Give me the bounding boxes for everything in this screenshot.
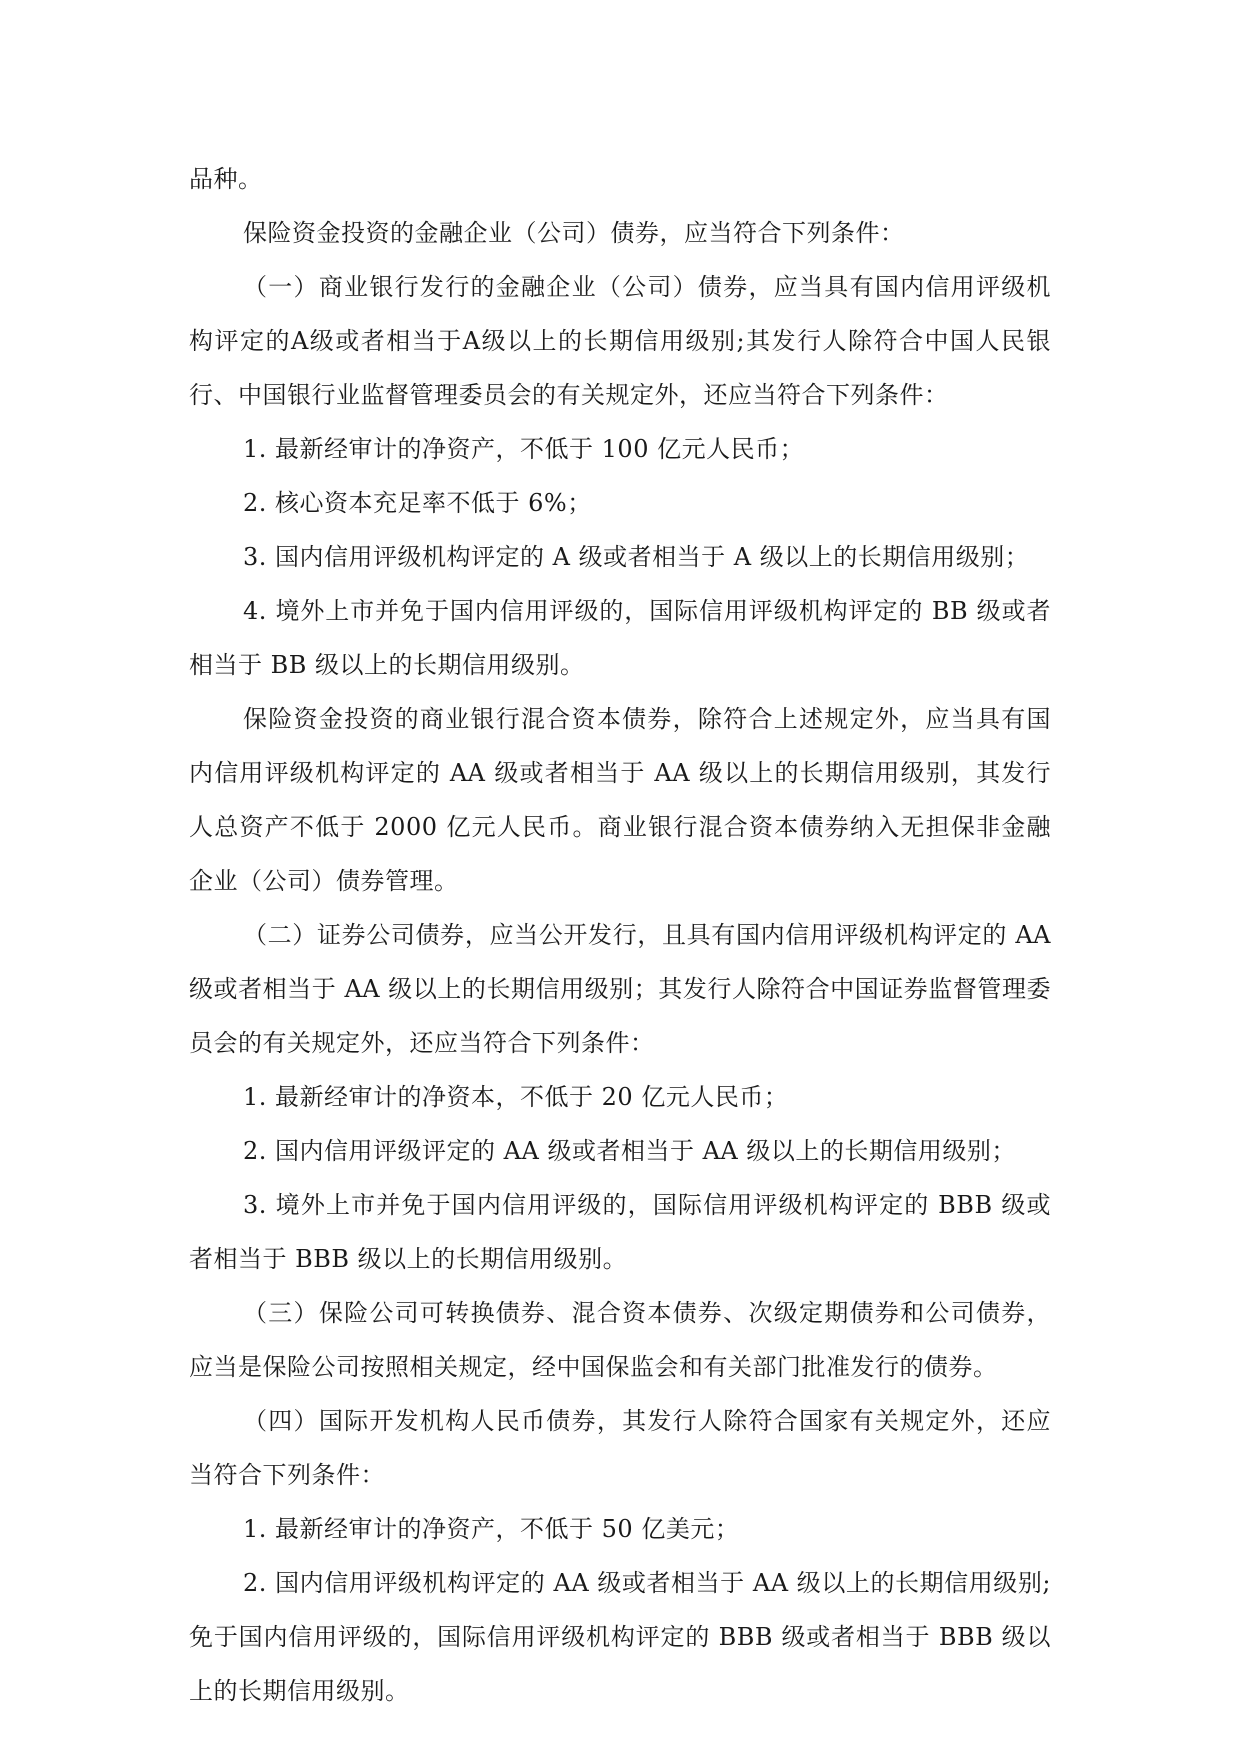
document-body bbox=[189, 152, 1051, 1718]
list-item-1-1: 1. 最新经审计的净资产，不低于 100 亿元人民币； bbox=[243, 435, 805, 463]
list-item-2-2: 2. 国内信用评级评定的 AA 级或者相当于 AA 级以上的长期信用级别； bbox=[243, 1137, 1016, 1165]
list-item-2-1: 1. 最新经审计的净资本，不低于 20 亿元人民币； bbox=[243, 1083, 789, 1111]
list-item-1-3: 3. 国内信用评级机构评定的 A 级或者相当于 A 级以上的长期信用级别； bbox=[243, 543, 1030, 571]
paragraph-section-4-international-development: （四）国际开发机构人民币债券，其发行人除符合国家有关规定外，还应当符合下列条件： bbox=[189, 1407, 1051, 1489]
list-item-1-4: 4. 境外上市并免于国内信用评级的，国际信用评级机构评定的 BB 级或者相当于 BB 级以上的长期信用级别。 bbox=[189, 597, 1051, 679]
list-item-2-3: 3. 境外上市并免于国内信用评级的，国际信用评级机构评定的 BBB 级或者相当于 BBB 级以上的长期信用级别。 bbox=[189, 1191, 1051, 1273]
list-item-1-2: 2. 核心资本充足率不低于 6%； bbox=[243, 489, 592, 517]
paragraph-section-2-securities-company: （二）证券公司债券，应当公开发行，且具有国内信用评级机构评定的 AA 级或者相当于 AA 级以上的长期信用级别；其发行人除符合中国证券监督管理委员会的有关规定外，还应当符合下列条件： bbox=[189, 921, 1051, 1057]
list-item-4-1: 1. 最新经审计的净资产，不低于 50 亿美元； bbox=[243, 1515, 740, 1543]
paragraph-section-1-commercial-bank: （一）商业银行发行的金融企业（公司）债券，应当具有国内信用评级机构评定的A级或者相当于A级以上的长期信用级别;其发行人除符合中国人民银行、中国银行业监督管理委员会的有关规定外，还应当符合下列条件： bbox=[189, 273, 1051, 409]
list-item-4-2: 2. 国内信用评级机构评定的 AA 级或者相当于 AA 级以上的长期信用级别;免于国内信用评级的，国际信用评级机构评定的 BBB 级或者相当于 BBB 级以上的长期信用级别。 bbox=[189, 1569, 1051, 1705]
paragraph-section-3-insurance-company: （三）保险公司可转换债券、混合资本债券、次级定期债券和公司债券，应当是保险公司按照相关规定，经中国保监会和有关部门批准发行的债券。 bbox=[189, 1299, 1051, 1381]
paragraph-hybrid-capital-bond: 保险资金投资的商业银行混合资本债券，除符合上述规定外，应当具有国内信用评级机构评定的 AA 级或者相当于 AA 级以上的长期信用级别，其发行人总资产不低于 2000 亿元人民币。商业银行混合资本债券纳入无担保非金融企业（公司）债券管理。 bbox=[189, 705, 1051, 895]
paragraph-financial-bond-conditions: 保险资金投资的金融企业（公司）债券，应当符合下列条件： bbox=[243, 219, 905, 247]
paragraph-continuation: 品种。 bbox=[189, 165, 263, 193]
